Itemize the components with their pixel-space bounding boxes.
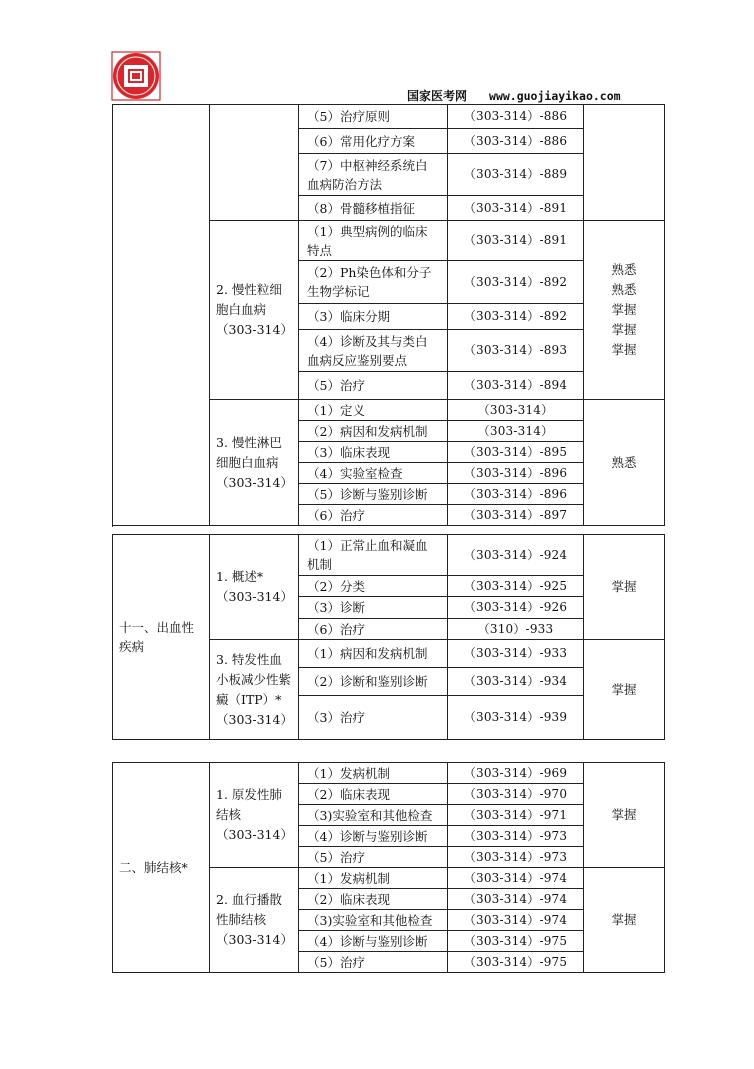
subcategory-cell	[210, 868, 299, 973]
item-cell: （5）诊断与鉴别诊断	[299, 484, 448, 505]
ref-cell: （303-314）	[448, 421, 584, 442]
site-header	[407, 87, 621, 104]
subcategory-cell	[210, 535, 299, 640]
item-cell: （3)实验室和其他检查	[299, 910, 448, 931]
ref-cell: （303-314）-971	[448, 805, 584, 826]
item-cell: （6）常用化疗方案	[299, 129, 448, 154]
subcategory-cell	[210, 640, 299, 740]
item-cell: （1）正常止血和凝血机制	[299, 535, 448, 576]
ref-cell: （303-314）-895	[448, 442, 584, 463]
ref-cell: （303-314）-973	[448, 847, 584, 868]
item-cell: （5）治疗	[299, 952, 448, 973]
ref-cell: （303-314）-974	[448, 889, 584, 910]
requirement-level: 熟悉	[611, 262, 637, 277]
subcategory-ref: （303-314）	[216, 589, 293, 604]
ref-cell: （303-314）-891	[448, 221, 584, 261]
subcategory-ref: （303-314）	[216, 932, 293, 947]
item-cell: （3）临床分期	[299, 304, 448, 330]
item-cell: （2）诊断和鉴别诊断	[299, 668, 448, 696]
item-cell: （2）病因和发病机制	[299, 421, 448, 442]
subcategory-ref: （303-314）	[216, 474, 293, 490]
ref-cell: （303-314）-889	[448, 154, 584, 196]
ref-cell: （303-314）-934	[448, 668, 584, 696]
subcategory-name: 2. 慢性粒细胞白血病	[216, 282, 282, 317]
ref-cell: （303-314）-974	[448, 910, 584, 931]
subcategory-ref: （303-314）	[216, 827, 293, 842]
item-cell: （1）病因和发病机制	[299, 640, 448, 668]
subcategory-name: 1. 原发性肺结核	[216, 787, 282, 822]
item-cell: （1）典型病例的临床特点	[299, 221, 448, 261]
ref-cell: （303-314）-933	[448, 640, 584, 668]
requirement-cell-empty	[584, 105, 665, 221]
subcategory-cell	[210, 221, 299, 400]
site-name: 国家医考网	[407, 89, 468, 103]
requirement-level: 掌握	[611, 302, 637, 317]
ref-cell: （303-314）-892	[448, 304, 584, 330]
ref-cell: （303-314）-925	[448, 576, 584, 597]
item-cell: （2）分类	[299, 576, 448, 597]
item-cell: （4）诊断及其与类白血病反应鉴别要点	[299, 330, 448, 372]
item-cell: （1）发病机制	[299, 763, 448, 784]
ref-cell: （303-314）-939	[448, 696, 584, 740]
site-url[interactable]: www.guojiayikao.com	[489, 89, 621, 103]
item-cell: （3)实验室和其他检查	[299, 805, 448, 826]
ref-cell: （303-314）-969	[448, 763, 584, 784]
item-cell: （1）发病机制	[299, 868, 448, 889]
subcategory-cell	[210, 400, 299, 526]
subcategory-cell-empty	[210, 105, 299, 221]
item-cell: （2）临床表现	[299, 784, 448, 805]
subcategory-name: 3. 特发性血小板减少性紫癜（ITP）*	[216, 651, 292, 707]
ref-cell: （303-314）	[448, 400, 584, 421]
item-cell: （5）治疗原则	[299, 105, 448, 129]
item-cell: （8）骨髓移植指征	[299, 196, 448, 221]
ref-cell: （303-314）-886	[448, 105, 584, 129]
ref-cell: （303-314）-896	[448, 484, 584, 505]
syllabus-table-hematology	[112, 104, 665, 526]
subcategory-cell	[210, 763, 299, 868]
item-cell: （5）治疗	[299, 847, 448, 868]
requirement-cell	[584, 221, 665, 400]
subcategory-ref: （303-314）	[216, 711, 293, 727]
requirement-cell: 掌握	[584, 763, 665, 868]
requirement-cell: 掌握	[584, 535, 665, 640]
ref-cell: （303-314）-975	[448, 952, 584, 973]
item-cell: （6）治疗	[299, 619, 448, 640]
subcategory-name: 2. 血行播散性肺结核	[216, 892, 282, 927]
ref-cell: （303-314）-897	[448, 505, 584, 526]
item-cell: （2）Ph染色体和分子生物学标记	[299, 261, 448, 304]
category-cell: 十一、出血性疾病	[113, 535, 210, 740]
item-cell: （1）定义	[299, 400, 448, 421]
ref-cell: （310）-933	[448, 619, 584, 640]
ref-cell: （303-314）-893	[448, 330, 584, 372]
ref-cell: （303-314）-892	[448, 261, 584, 304]
ref-cell: （303-314）-894	[448, 372, 584, 400]
syllabus-table-bleeding	[112, 534, 665, 740]
subcategory-name: 3. 慢性淋巴细胞白血病	[216, 434, 282, 470]
item-cell: （5）治疗	[299, 372, 448, 400]
subcategory-ref: （303-314）	[216, 322, 293, 337]
ref-cell: （303-314）-973	[448, 826, 584, 847]
syllabus-table-tuberculosis	[112, 762, 665, 973]
requirement-cell: 熟悉	[584, 400, 665, 526]
requirement-level: 掌握	[611, 342, 637, 357]
item-cell: （3）临床表现	[299, 442, 448, 463]
item-cell: （3）诊断	[299, 597, 448, 619]
requirement-level: 掌握	[611, 322, 637, 337]
ref-cell: （303-314）-896	[448, 463, 584, 484]
item-cell: （4）实验室检查	[299, 463, 448, 484]
ref-cell: （303-314）-974	[448, 868, 584, 889]
requirement-cell: 掌握	[584, 640, 665, 740]
item-cell: （6）治疗	[299, 505, 448, 526]
logo-icon	[111, 51, 161, 101]
subcategory-name: 1. 概述*	[216, 569, 264, 584]
item-cell: （4）诊断与鉴别诊断	[299, 826, 448, 847]
table-row	[113, 763, 665, 784]
item-cell: （4）诊断与鉴别诊断	[299, 931, 448, 952]
item-cell: （7）中枢神经系统白血病防治方法	[299, 154, 448, 196]
ref-cell: （303-314）-886	[448, 129, 584, 154]
ref-cell: （303-314）-891	[448, 196, 584, 221]
item-cell: （2）临床表现	[299, 889, 448, 910]
requirement-level: 熟悉	[611, 282, 637, 297]
category-cell-empty	[113, 105, 210, 526]
ref-cell: （303-314）-926	[448, 597, 584, 619]
category-cell: 二、肺结核*	[113, 763, 210, 973]
requirement-cell: 掌握	[584, 868, 665, 973]
table-row	[113, 535, 665, 576]
table-row	[113, 105, 665, 129]
ref-cell: （303-314）-975	[448, 931, 584, 952]
ref-cell: （303-314）-924	[448, 535, 584, 576]
ref-cell: （303-314）-970	[448, 784, 584, 805]
item-cell: （3）治疗	[299, 696, 448, 740]
